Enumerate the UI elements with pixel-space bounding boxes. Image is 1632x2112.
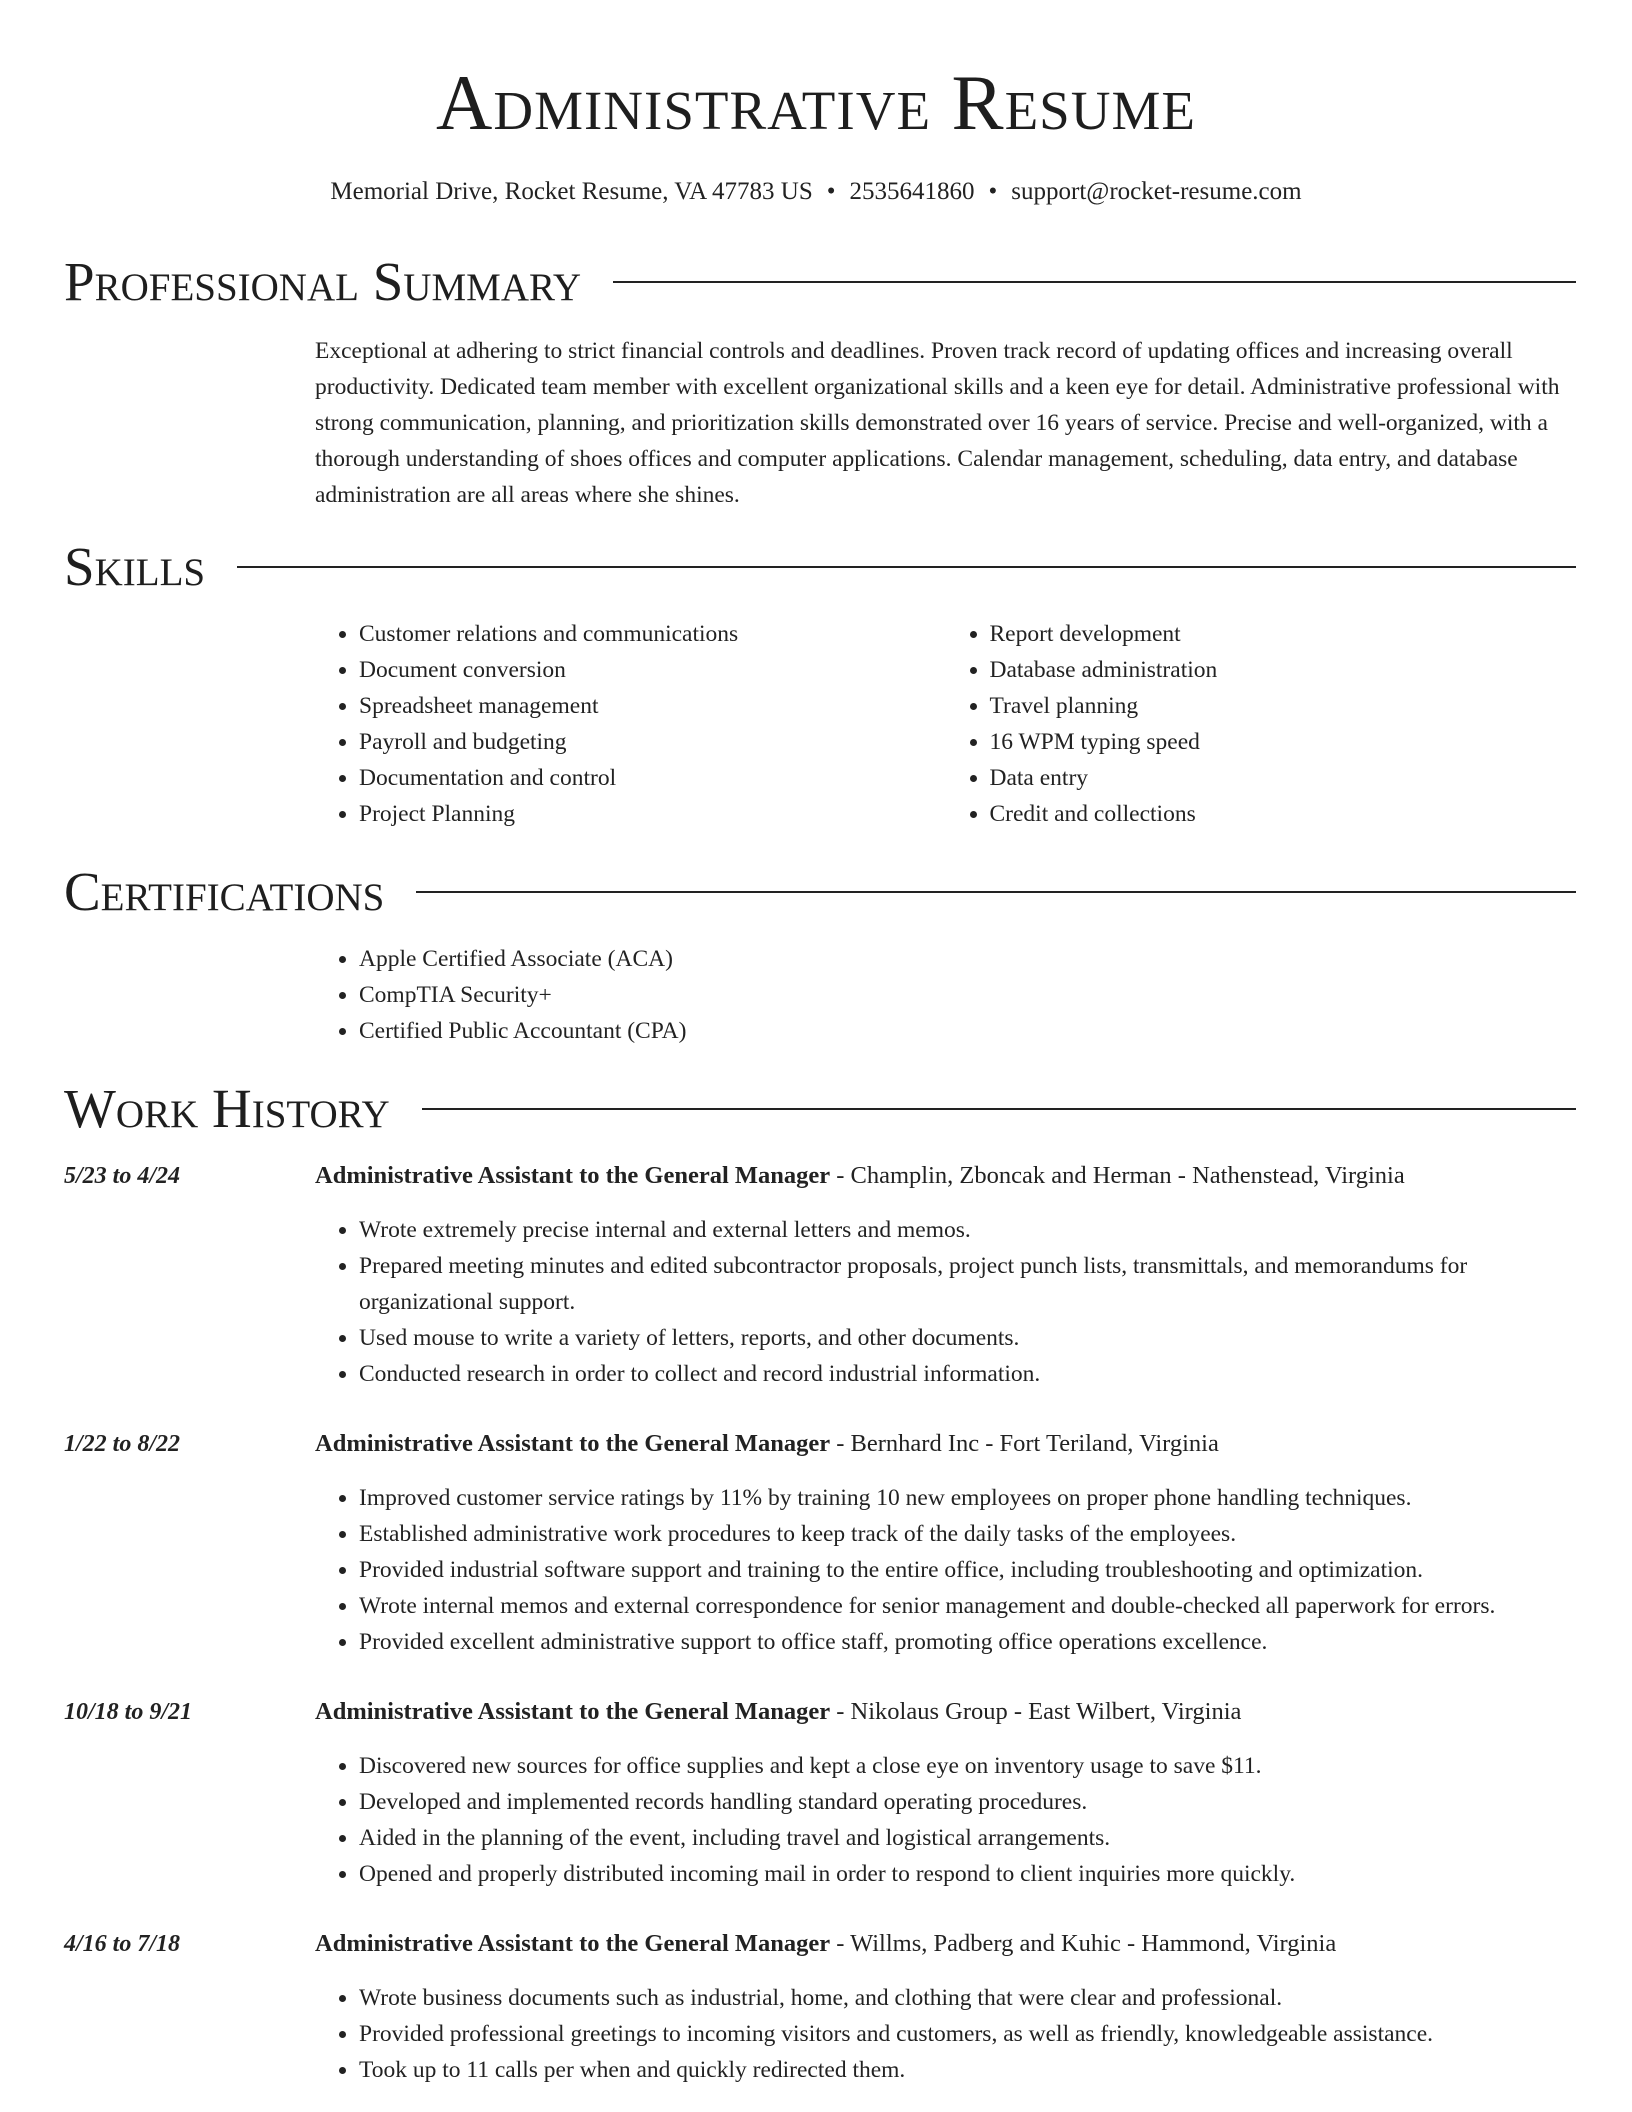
skill-item: • Payroll and budgeting — [359, 724, 946, 760]
job-bullet: • Prepared meeting minutes and edited subcontractor proposals, project punch lists, transmittals, and memorandums for organizational support. — [359, 1248, 1576, 1320]
job-title: Administrative Assistant to the General Manager — [315, 1930, 831, 1957]
skill-item: • Data entry — [990, 760, 1577, 796]
certifications-list — [315, 941, 1576, 1049]
job-entry — [64, 1694, 1576, 1892]
work-history-heading: Work History — [64, 1078, 390, 1139]
job-bullet: • Aided in the planning of the event, including travel and logistical arrangements. — [359, 1820, 1576, 1856]
job-entry — [64, 1926, 1576, 2088]
skill-item: • Customer relations and communications — [359, 616, 946, 652]
job-bullet: • Developed and implemented records handling standard operating procedures. — [359, 1784, 1576, 1820]
certifications-items — [315, 941, 1576, 1049]
job-bullets — [315, 1748, 1576, 1892]
job-employer: - Champlin, Zboncak and Herman - Nathenstead, Virginia — [830, 1162, 1405, 1189]
skill-item: • Document conversion — [359, 652, 946, 688]
section-divider — [613, 281, 1576, 283]
contact-separator: • — [826, 178, 836, 205]
job-header — [315, 1926, 1576, 1962]
job-header — [315, 1158, 1576, 1194]
job-dates: 10/18 to 9/21 — [64, 1699, 193, 1725]
job-bullet: • Conducted research in order to collect and record industrial information. — [359, 1356, 1576, 1392]
job-bullets — [315, 1212, 1576, 1392]
work-history-section — [64, 1078, 1576, 2088]
job-title: Administrative Assistant to the General Manager — [315, 1430, 831, 1457]
job-header — [315, 1694, 1576, 1730]
contact-address: Memorial Drive, Rocket Resume, VA 47783 US — [330, 178, 813, 205]
skills-column-right — [946, 616, 1577, 832]
summary-text: Exceptional at adhering to strict financial controls and deadlines. Proven track record of updating offices and increasing overall productivity. Dedicated team member with excellent organizational skills and a keen eye for detail. Administrative professional with strong communication, planning, and prioritization skills demonstrated over 16 years of service. Precise and well-organized, with a thorough understanding of shoes offices and computer applications. Calendar management, scheduling, data entry, and database administration are all areas where she shines. — [315, 338, 1560, 508]
contact-line — [0, 178, 1632, 206]
job-bullet: • Wrote internal memos and external correspondence for senior management and double-checked all paperwork for errors. — [359, 1588, 1576, 1624]
job-bullet: • Opened and properly distributed incoming mail in order to respond to client inquiries more quickly. — [359, 1856, 1576, 1892]
job-dates: 1/22 to 8/22 — [64, 1431, 181, 1457]
job-entry — [64, 1158, 1576, 1392]
job-bullet: • Provided professional greetings to incoming visitors and customers, as well as friendly, knowledgeable assistance. — [359, 2016, 1576, 2052]
job-bullet: • Wrote extremely precise internal and external letters and memos. — [359, 1212, 1576, 1248]
summary-body — [315, 333, 1576, 513]
job-bullet: • Used mouse to write a variety of letters, reports, and other documents. — [359, 1320, 1576, 1356]
job-dates: 4/16 to 7/18 — [64, 1931, 181, 1957]
resume-title: Administrative Resume — [436, 59, 1196, 146]
job-title: Administrative Assistant to the General Manager — [315, 1162, 831, 1189]
job-bullet: • Improved customer service ratings by 11% by training 10 new employees on proper phone handling techniques. — [359, 1480, 1576, 1516]
certification-item: • Apple Certified Associate (ACA) — [359, 941, 1576, 977]
job-dates: 5/23 to 4/24 — [64, 1163, 181, 1189]
section-divider — [237, 566, 1576, 568]
skill-item: • Spreadsheet management — [359, 688, 946, 724]
skills-list — [315, 616, 1576, 832]
section-divider — [422, 1108, 1576, 1110]
skill-item: • Credit and collections — [990, 796, 1577, 832]
skill-item: • 16 WPM typing speed — [990, 724, 1577, 760]
section-divider — [416, 891, 1576, 893]
skills-heading-row — [64, 536, 1576, 597]
job-employer: - Nikolaus Group - East Wilbert, Virginia — [830, 1698, 1242, 1725]
skill-item: • Project Planning — [359, 796, 946, 832]
job-bullet: • Discovered new sources for office supplies and kept a close eye on inventory usage to save $11. — [359, 1748, 1576, 1784]
contact-separator: • — [988, 178, 998, 205]
skill-item: • Report development — [990, 616, 1577, 652]
summary-heading-row — [64, 251, 1576, 312]
skill-item: • Travel planning — [990, 688, 1577, 724]
job-title: Administrative Assistant to the General Manager — [315, 1698, 831, 1725]
job-header — [315, 1426, 1576, 1462]
certifications-section — [64, 861, 1576, 1049]
work-history-heading-row — [64, 1078, 1576, 1139]
certification-item: • Certified Public Accountant (CPA) — [359, 1013, 1576, 1049]
skill-item: • Database administration — [990, 652, 1577, 688]
job-employer: - Willms, Padberg and Kuhic - Hammond, Virginia — [830, 1930, 1337, 1957]
job-employer: - Bernhard Inc - Fort Teriland, Virginia — [830, 1430, 1219, 1457]
job-entry — [64, 1426, 1576, 1660]
job-bullet: • Established administrative work procedures to keep track of the daily tasks of the employees. — [359, 1516, 1576, 1552]
skills-heading: Skills — [64, 536, 206, 597]
skills-column-left — [315, 616, 946, 832]
certifications-heading-row — [64, 861, 1576, 922]
skills-section — [64, 536, 1576, 832]
contact-email: support@rocket-resume.com — [1011, 178, 1302, 205]
skill-item: • Documentation and control — [359, 760, 946, 796]
certification-item: • CompTIA Security+ — [359, 977, 1576, 1013]
summary-heading: Professional Summary — [64, 251, 582, 312]
job-bullet: • Provided excellent administrative support to office staff, promoting office operations excellence. — [359, 1624, 1576, 1660]
summary-section — [64, 251, 1576, 513]
certifications-heading: Certifications — [64, 861, 385, 922]
job-bullet: • Took up to 11 calls per when and quickly redirected them. — [359, 2052, 1576, 2088]
contact-phone: 2535641860 — [849, 178, 975, 205]
job-bullets — [315, 1480, 1576, 1660]
job-bullet: • Provided industrial software support and training to the entire office, including troubleshooting and optimization. — [359, 1552, 1576, 1588]
job-bullet: • Wrote business documents such as industrial, home, and clothing that were clear and professional. — [359, 1980, 1576, 2016]
job-bullets — [315, 1980, 1576, 2088]
